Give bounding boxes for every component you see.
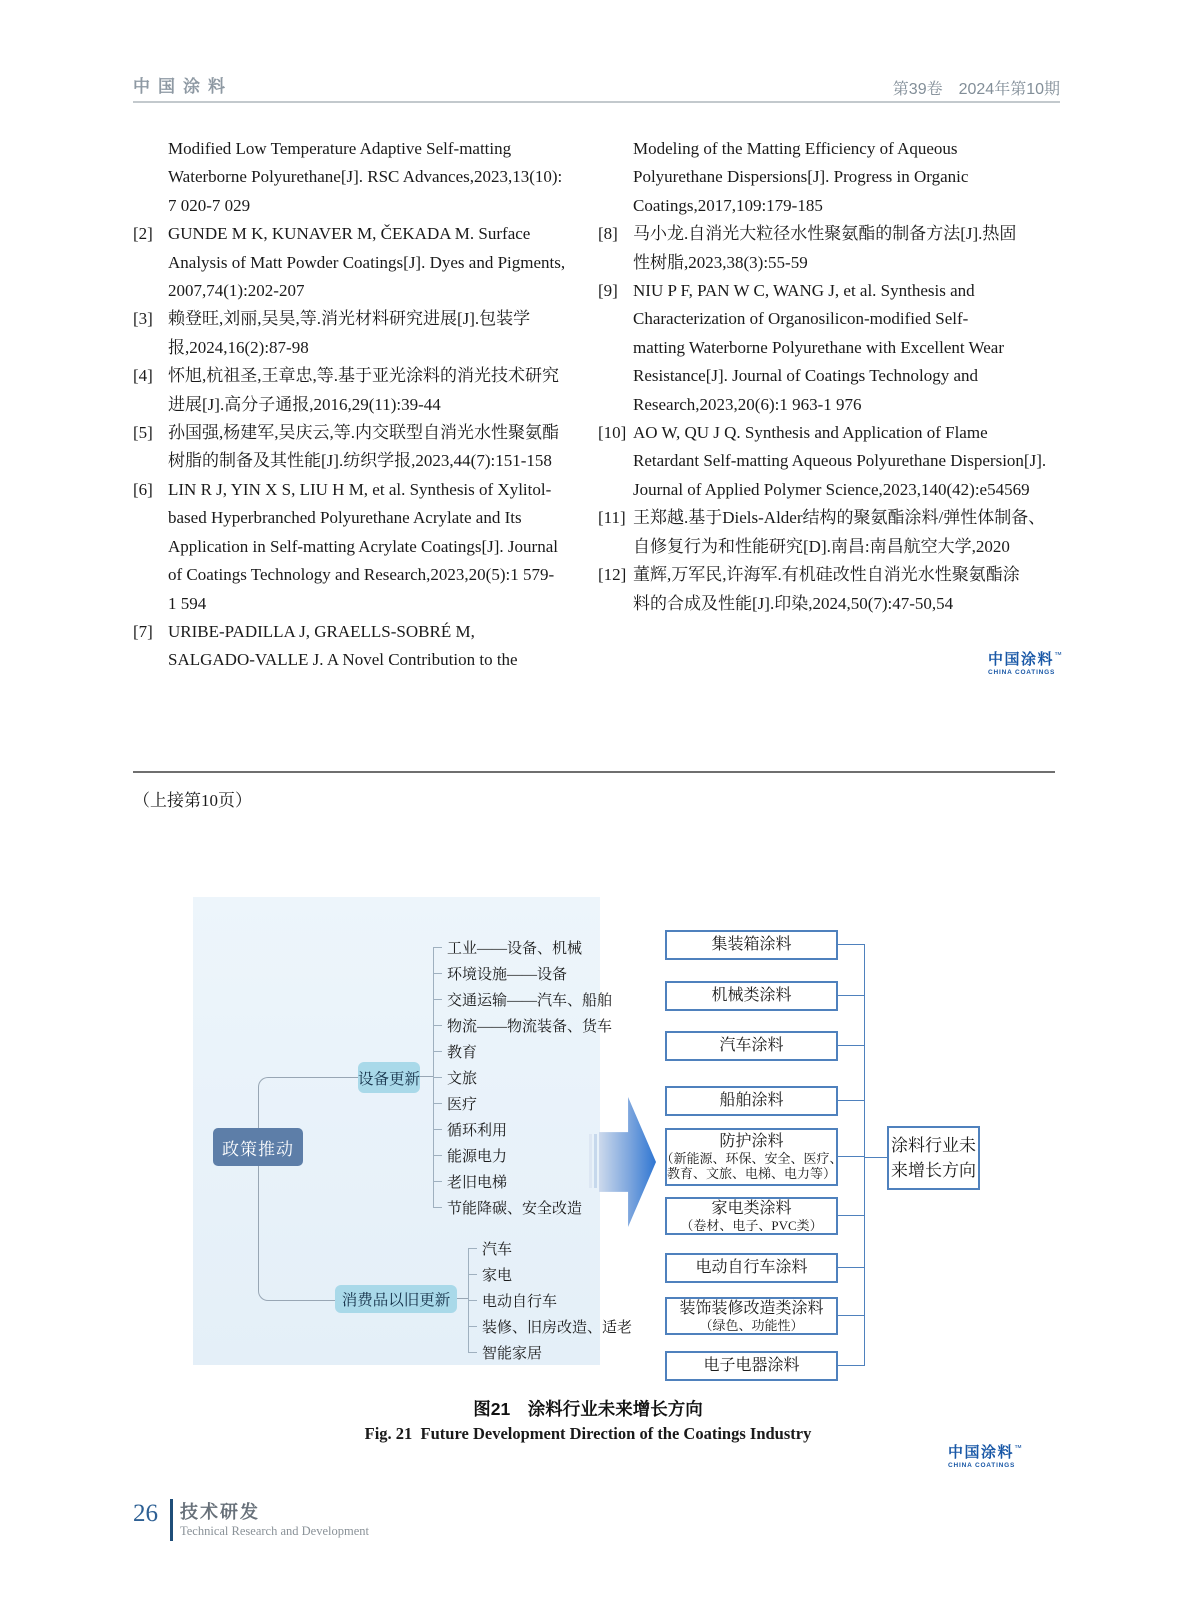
coating-category-box bbox=[665, 1031, 838, 1061]
coating-category-line: 集装箱涂料 bbox=[711, 936, 792, 953]
mindmap-leaf-item bbox=[468, 1314, 632, 1340]
leaf-label: 节能降碳、安全改造 bbox=[447, 1201, 583, 1218]
coating-category-box bbox=[660, 1128, 843, 1186]
header-rule bbox=[133, 101, 1060, 103]
reference-line: Polyurethane Dispersions[J]. Progress in Organic bbox=[633, 167, 969, 187]
coating-category-line: 汽车涂料 bbox=[719, 1037, 784, 1054]
reference-line: 自修复行为和性能研究[D].南昌:南昌航空大学,2020 bbox=[633, 536, 1010, 556]
reference-number: [7] bbox=[133, 621, 153, 641]
coating-category-line: （绿色、功能性） bbox=[699, 1317, 804, 1333]
leaf-label: 环境设施——设备 bbox=[447, 966, 568, 983]
logo-subtitle: CHINA COATINGS bbox=[948, 1461, 1016, 1469]
coating-category-line: （新能源、环保、安全、医疗、 bbox=[660, 1151, 843, 1167]
leaf-label: 物流——物流装备、货车 bbox=[447, 1018, 613, 1035]
connector-tick bbox=[433, 1207, 442, 1208]
page-number: 26 bbox=[133, 1500, 158, 1527]
coating-category-box bbox=[665, 981, 838, 1011]
mindmap-leaf-item bbox=[433, 1012, 612, 1038]
mindmap-leaf-item bbox=[433, 1038, 612, 1064]
reference-line: 怀旭,杭祖圣,王章忠,等.基于亚光涂料的消光技术研究 bbox=[168, 366, 559, 386]
reference-line: Application in Self-matting Acrylate Coatings[J]. Journal bbox=[168, 536, 558, 556]
reference-entry bbox=[598, 277, 1048, 419]
connector-line bbox=[838, 1156, 865, 1157]
china-coatings-logo bbox=[988, 651, 1062, 676]
connector-tick bbox=[433, 1051, 442, 1052]
arrow-stripe bbox=[589, 1134, 592, 1188]
branch2-leaf-list bbox=[468, 1235, 632, 1366]
mindmap-leaf-item bbox=[468, 1340, 632, 1366]
reference-entry bbox=[598, 419, 1048, 504]
reference-line: 董辉,万军民,许海军.有机硅改性自消光水性聚氨酯涂 bbox=[633, 565, 1020, 585]
reference-line: based Hyperbranched Polyurethane Acrylate and Its bbox=[168, 508, 522, 528]
outcome-line: 来增长方向 bbox=[891, 1161, 976, 1180]
connector-tick bbox=[468, 1300, 477, 1301]
coating-category-box bbox=[665, 1253, 838, 1283]
reference-line: Journal of Applied Polymer Science,2023,140(42):e54569 bbox=[633, 479, 1030, 499]
reference-line: 报,2024,16(2):87-98 bbox=[168, 337, 309, 357]
connector-tick bbox=[433, 1025, 442, 1026]
reference-line: matting Waterborne Polyurethane with Excellent Wear bbox=[633, 337, 1004, 357]
reference-line: Analysis of Matt Powder Coatings[J]. Dyes and Pigments, bbox=[168, 252, 566, 272]
connector-tick bbox=[433, 1129, 442, 1130]
leaf-label: 装修、旧房改造、适老 bbox=[482, 1320, 633, 1337]
connector-root-to-branch2 bbox=[258, 1165, 336, 1301]
connector-tick bbox=[433, 947, 442, 948]
reference-line: LIN R J, YIN X S, LIU H M, et al. Synthesis of Xylitol- bbox=[168, 479, 552, 499]
coating-category-box bbox=[665, 1086, 838, 1116]
reference-line: AO W, QU J Q. Synthesis and Application of Flame bbox=[633, 423, 988, 443]
coating-category-line: 教育、文旅、电梯、电力等） bbox=[667, 1166, 837, 1181]
leaf-label: 老旧电梯 bbox=[447, 1175, 508, 1192]
reference-line: 马小龙.自消光大粒径水性聚氨酯的制备方法[J].热固 bbox=[633, 224, 1017, 244]
reference-entry bbox=[133, 476, 575, 618]
reference-line: 料的合成及性能[J].印染,2024,50(7):47-50,54 bbox=[633, 593, 954, 613]
connector-line bbox=[838, 1315, 865, 1316]
equipment-renewal-branch-box: 设备更新 bbox=[358, 1062, 420, 1093]
reference-line: Modeling of the Matting Efficiency of Aqueous bbox=[633, 139, 958, 158]
reference-line: 2007,74(1):202-207 bbox=[168, 281, 305, 301]
reference-number: [2] bbox=[133, 224, 153, 244]
connector-tick bbox=[468, 1352, 477, 1353]
connector-line bbox=[838, 1045, 865, 1046]
connector-tick bbox=[433, 999, 442, 1000]
mindmap-leaf-item bbox=[433, 1143, 612, 1169]
reference-line: NIU P F, PAN W C, WANG J, et al. Synthesis and bbox=[633, 281, 975, 301]
reference-line: 赖登旺,刘丽,吴昊,等.消光材料研究进展[J].包装学 bbox=[168, 309, 531, 329]
connector-line bbox=[838, 1215, 865, 1216]
reference-line: 性树脂,2023,38(3):55-59 bbox=[633, 252, 808, 272]
china-coatings-logo bbox=[948, 1444, 1022, 1469]
leaf-label: 文旅 bbox=[447, 1071, 478, 1088]
connector-tick bbox=[468, 1274, 477, 1275]
connector-tick bbox=[468, 1248, 477, 1249]
mindmap-leaf-item bbox=[468, 1261, 632, 1287]
mindmap-leaf-item bbox=[433, 1064, 612, 1090]
connector-tick bbox=[433, 1181, 442, 1182]
connector-trunk-line bbox=[864, 944, 865, 1366]
coating-category-line: 装饰装修改造类涂料 bbox=[679, 1299, 824, 1317]
connector-root-to-branch1 bbox=[258, 1077, 359, 1130]
connector-branch2-stub bbox=[457, 1298, 468, 1299]
reference-line: 7 020-7 029 bbox=[168, 195, 251, 215]
reference-line: Coatings,2017,109:179-185 bbox=[633, 195, 823, 215]
connector-line bbox=[838, 1365, 865, 1366]
trademark-icon: ™ bbox=[1014, 1443, 1023, 1453]
logo-text: 中国涂料 bbox=[948, 1444, 1015, 1461]
mindmap-leaf-item bbox=[468, 1235, 632, 1261]
reference-entry bbox=[598, 220, 1048, 277]
mindmap-leaf-item bbox=[433, 1195, 612, 1221]
figure-caption-zh: 图21 涂料行业未来增长方向 bbox=[473, 1399, 703, 1419]
reference-number: [10] bbox=[598, 423, 627, 443]
reference-entry bbox=[133, 135, 575, 220]
policy-drive-root-box: 政策推动 bbox=[213, 1128, 303, 1166]
reference-number: [5] bbox=[133, 423, 153, 443]
arrow-stripe bbox=[594, 1134, 597, 1188]
connector-line bbox=[838, 944, 865, 945]
coating-category-line: 电子电器涂料 bbox=[703, 1357, 800, 1374]
leaf-label: 电动自行车 bbox=[482, 1293, 558, 1310]
leaf-label: 工业——设备、机械 bbox=[447, 940, 583, 957]
section-divider-rule bbox=[133, 771, 1055, 773]
connector-outcome-line bbox=[865, 1157, 887, 1158]
logo-text: 中国涂料 bbox=[988, 651, 1055, 668]
future-growth-direction-box bbox=[887, 1126, 980, 1190]
leaf-label: 汽车 bbox=[482, 1241, 513, 1258]
mindmap-leaf-item bbox=[433, 1117, 612, 1143]
leaf-label: 交通运输——汽车、船舶 bbox=[447, 992, 613, 1009]
coating-category-box bbox=[665, 1351, 838, 1381]
reference-line: Characterization of Organosilicon-modified Self- bbox=[633, 309, 969, 329]
mindmap-leaf-item bbox=[433, 960, 612, 986]
reference-number: [6] bbox=[133, 479, 153, 499]
connector-tick bbox=[468, 1326, 477, 1327]
coating-category-box bbox=[665, 930, 838, 960]
connector-line bbox=[838, 995, 865, 996]
reference-line: 1 594 bbox=[168, 593, 207, 613]
reference-line: Research,2023,20(6):1 963-1 976 bbox=[633, 394, 862, 414]
journal-name-header: 中国涂料 bbox=[133, 77, 233, 96]
mindmap-leaf-item bbox=[433, 1169, 612, 1195]
consumer-tradein-branch-box: 消费品以旧更新 bbox=[335, 1285, 457, 1313]
coating-category-line: 船舶涂料 bbox=[719, 1092, 784, 1109]
reference-line: 树脂的制备及其性能[J].纺织学报,2023,44(7):151-158 bbox=[168, 451, 552, 471]
outcome-line: 涂料行业未 bbox=[891, 1135, 976, 1155]
reference-entry bbox=[598, 561, 1048, 618]
footer-section-en: Technical Research and Development bbox=[180, 1524, 369, 1538]
mindmap-leaf-item bbox=[433, 1091, 612, 1117]
figure-caption-en: Fig. 21 Future Development Direction of the Coatings Industry bbox=[364, 1424, 812, 1443]
trademark-icon: ™ bbox=[1054, 650, 1063, 660]
leaf-label: 智能家居 bbox=[482, 1346, 543, 1363]
connector-tick bbox=[433, 1103, 442, 1104]
reference-number: [9] bbox=[598, 281, 618, 301]
connector-tick bbox=[433, 1155, 442, 1156]
leaf-label: 教育 bbox=[447, 1044, 478, 1061]
leaf-label: 能源电力 bbox=[447, 1149, 508, 1166]
coating-category-box bbox=[665, 1197, 838, 1235]
footer-section-zh: 技术研发 bbox=[180, 1502, 260, 1522]
mindmap-leaf-item bbox=[433, 934, 612, 960]
connector-line bbox=[838, 1267, 865, 1268]
reference-number: [12] bbox=[598, 565, 627, 585]
connector-line bbox=[838, 1100, 865, 1101]
reference-line: 孙国强,杨建军,吴庆云,等.内交联型自消光水性聚氨酯 bbox=[168, 423, 559, 443]
leaf-label: 循环利用 bbox=[447, 1123, 508, 1140]
mindmap-leaf-item bbox=[433, 986, 612, 1012]
reference-line: Modified Low Temperature Adaptive Self-matting bbox=[168, 139, 512, 158]
reference-entry bbox=[133, 618, 575, 675]
reference-number: [3] bbox=[133, 309, 153, 329]
connector-tick bbox=[433, 1077, 442, 1078]
reference-line: Retardant Self-matting Aqueous Polyurethane Dispersion[J]. bbox=[633, 451, 1047, 471]
reference-line: of Coatings Technology and Research,2023,20(5):1 579- bbox=[168, 565, 555, 585]
coating-category-line: 机械类涂料 bbox=[711, 987, 792, 1004]
reference-line: URIBE-PADILLA J, GRAELLS-SOBRÉ M, bbox=[168, 621, 475, 641]
reference-line: GUNDE M K, KUNAVER M, ČEKADA M. Surface bbox=[168, 224, 531, 244]
reference-entry bbox=[598, 135, 1048, 220]
reference-entry bbox=[133, 220, 575, 305]
connector-branch1-stub bbox=[420, 1076, 433, 1077]
continuation-note: （上接第10页） bbox=[133, 791, 252, 810]
reference-entry bbox=[133, 419, 575, 476]
reference-entry bbox=[598, 504, 1048, 561]
reference-entry bbox=[133, 362, 575, 419]
reference-entry bbox=[133, 305, 575, 362]
logo-subtitle: CHINA COATINGS bbox=[988, 668, 1056, 676]
coating-category-line: 防护涂料 bbox=[719, 1133, 784, 1151]
reference-number: [8] bbox=[598, 224, 618, 244]
footer-bar bbox=[170, 1499, 173, 1541]
issue-info: 第39卷 2024年第10期 bbox=[892, 81, 1060, 98]
reference-line: SALGADO-VALLE J. A Novel Contribution to the bbox=[168, 650, 518, 670]
branch1-leaf-list bbox=[433, 934, 612, 1221]
leaf-label: 医疗 bbox=[447, 1097, 478, 1114]
coating-category-line: 家电类涂料 bbox=[711, 1199, 792, 1217]
coating-category-line: （卷材、电子、PVC类） bbox=[680, 1217, 823, 1233]
references-column-right bbox=[598, 135, 1048, 618]
coating-category-line: 电动自行车涂料 bbox=[695, 1259, 808, 1276]
reference-number: [4] bbox=[133, 366, 153, 386]
references-column-left bbox=[133, 135, 575, 675]
connector-tick bbox=[433, 973, 442, 974]
mindmap-leaf-item bbox=[468, 1287, 632, 1313]
reference-line: 王郑越.基于Diels-Alder结构的聚氨酯涂料/弹性体制备、 bbox=[633, 508, 1046, 528]
reference-number: [11] bbox=[598, 508, 626, 528]
reference-line: Resistance[J]. Journal of Coatings Technology and bbox=[633, 366, 979, 386]
coating-category-box bbox=[665, 1297, 838, 1335]
reference-line: 进展[J].高分子通报,2016,29(11):39-44 bbox=[168, 394, 441, 414]
leaf-label: 家电 bbox=[482, 1267, 513, 1284]
reference-line: Waterborne Polyurethane[J]. RSC Advances,2023,13(10): bbox=[168, 167, 563, 187]
